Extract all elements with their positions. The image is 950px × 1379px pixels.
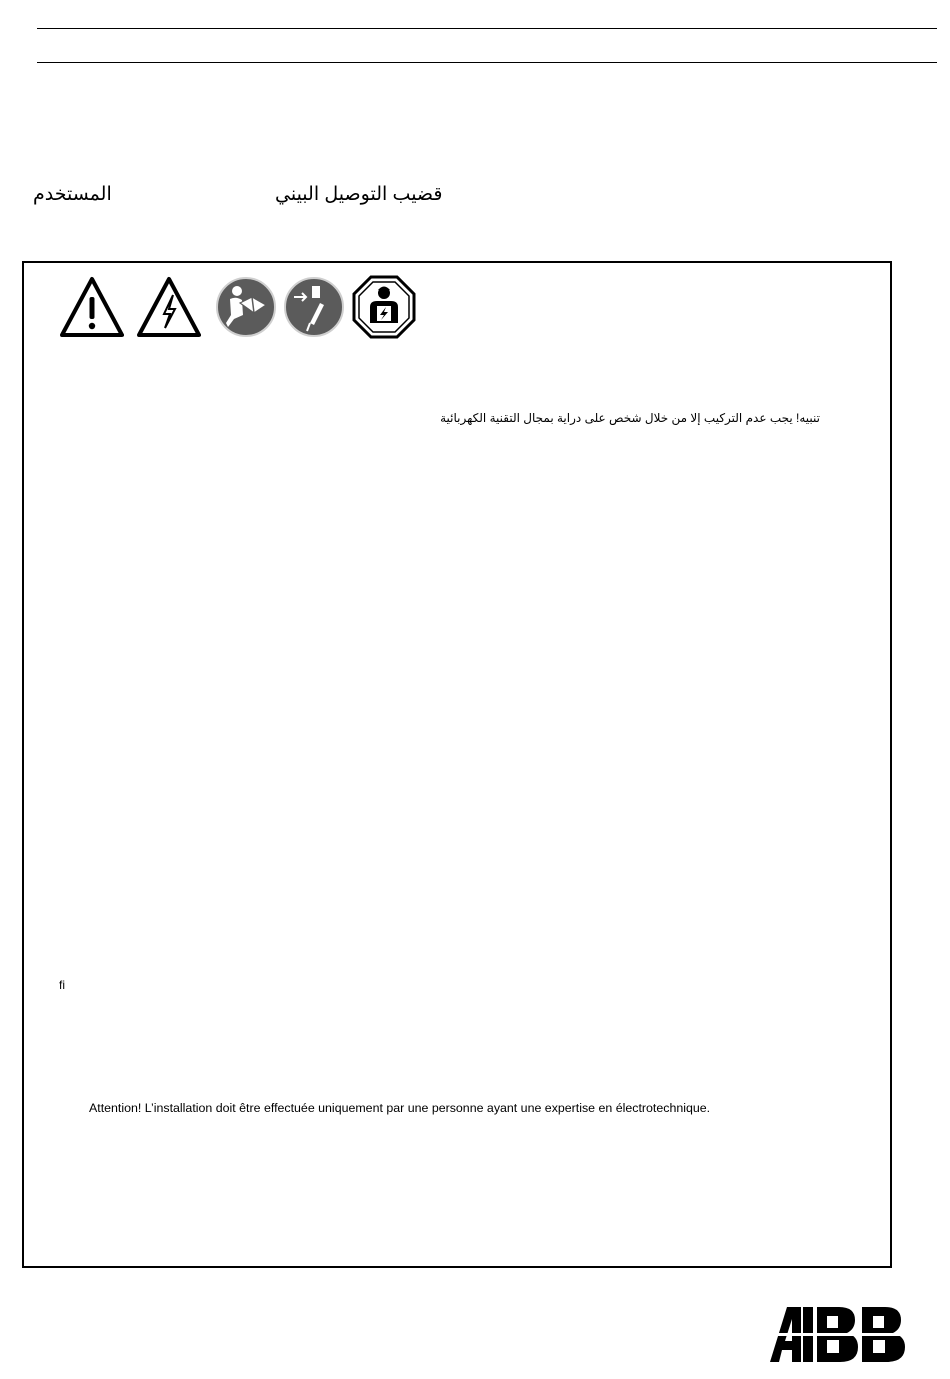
title-product: قضيب التوصيل البيني	[275, 184, 443, 205]
warning-triangle-icon	[60, 275, 124, 339]
warning-french: Attention! L’installation doit être effectuée uniquement par une personne ayant une expertise en électrotechnique.	[89, 1101, 711, 1115]
qualified-electrician-icon	[352, 275, 416, 339]
header-rule-top	[37, 28, 937, 29]
header-rule-bottom	[37, 62, 937, 63]
stray-glyph: fi	[59, 978, 65, 992]
title-user: المستخدم	[33, 184, 112, 205]
abb-logo	[770, 1307, 907, 1362]
read-manual-icon	[214, 275, 278, 339]
electrical-hazard-icon	[137, 275, 201, 339]
disconnect-mains-icon	[282, 275, 346, 339]
warning-arabic: تنبيه! يجب عدم التركيب إلا من خلال شخص على دراية بمجال التقنية الكهربائية	[440, 411, 820, 425]
